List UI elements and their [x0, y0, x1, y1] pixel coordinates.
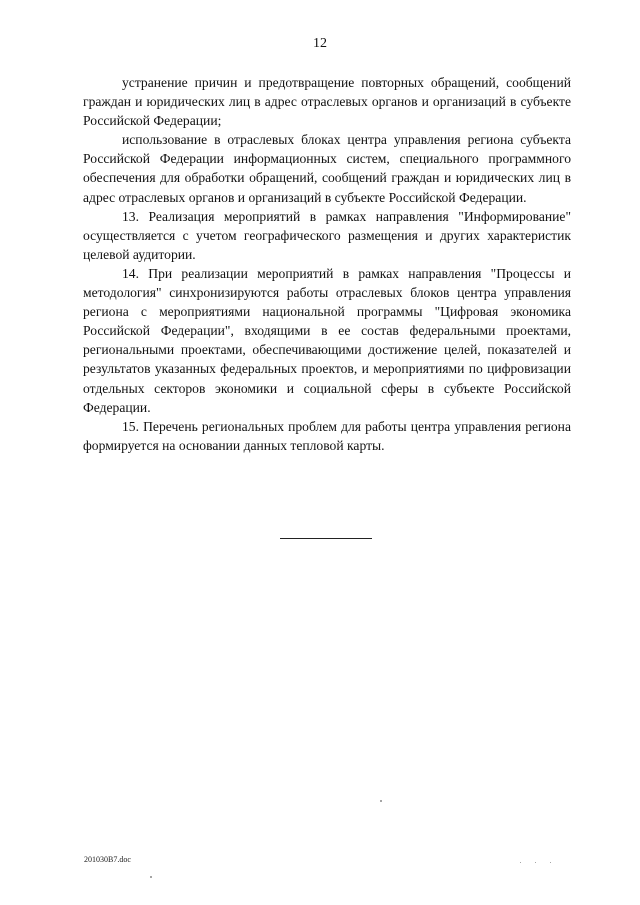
end-separator-line: [280, 538, 372, 539]
footer-document-code: 201030В7.doc: [84, 855, 131, 864]
scan-speck: [520, 862, 521, 863]
scan-speck: [535, 862, 536, 863]
paragraph-3: 13. Реализация мероприятий в рамках направления "Информирование" осуществляется с учетом географического размещения и других характеристик целевой аудитории.: [83, 208, 571, 262]
paragraph-5: 15. Перечень региональных проблем для работы центра управления региона формируется на основании данных тепловой карты.: [83, 418, 571, 453]
document-body: [83, 73, 571, 455]
page-number: 12: [313, 36, 327, 51]
scan-speck: [150, 876, 152, 878]
paragraph-2: использование в отраслевых блоках центра управления региона субъекта Российской Федерации информационных систем, специального программного обеспечения для обработки обращений, сообщений граждан и юридических лиц в адрес отраслевых органов и организаций в субъекте Российской Федерации.: [83, 132, 571, 205]
paragraph-1: устранение причин и предотвращение повторных обращений, сообщений граждан и юридических лиц в адрес отраслевых органов и организаций в субъекте Российской Федерации;: [83, 75, 571, 129]
scan-speck: [380, 800, 382, 802]
scan-speck: [550, 862, 551, 863]
paragraph-4: 14. При реализации мероприятий в рамках направления "Процессы и методология" синхронизируются работы отраслевых блоков центра управления региона с мероприятиями национальной программы "Цифровая экономика Российской Федерации", входящими в ее состав федеральными проектами, региональными проектами, обеспечивающими достижение целей, показателей и результатов указанных федеральных проектов, и мероприятиями по цифровизации отдельных секторов экономики и социальной сферы в субъекте Российской Федерации.: [83, 265, 571, 415]
